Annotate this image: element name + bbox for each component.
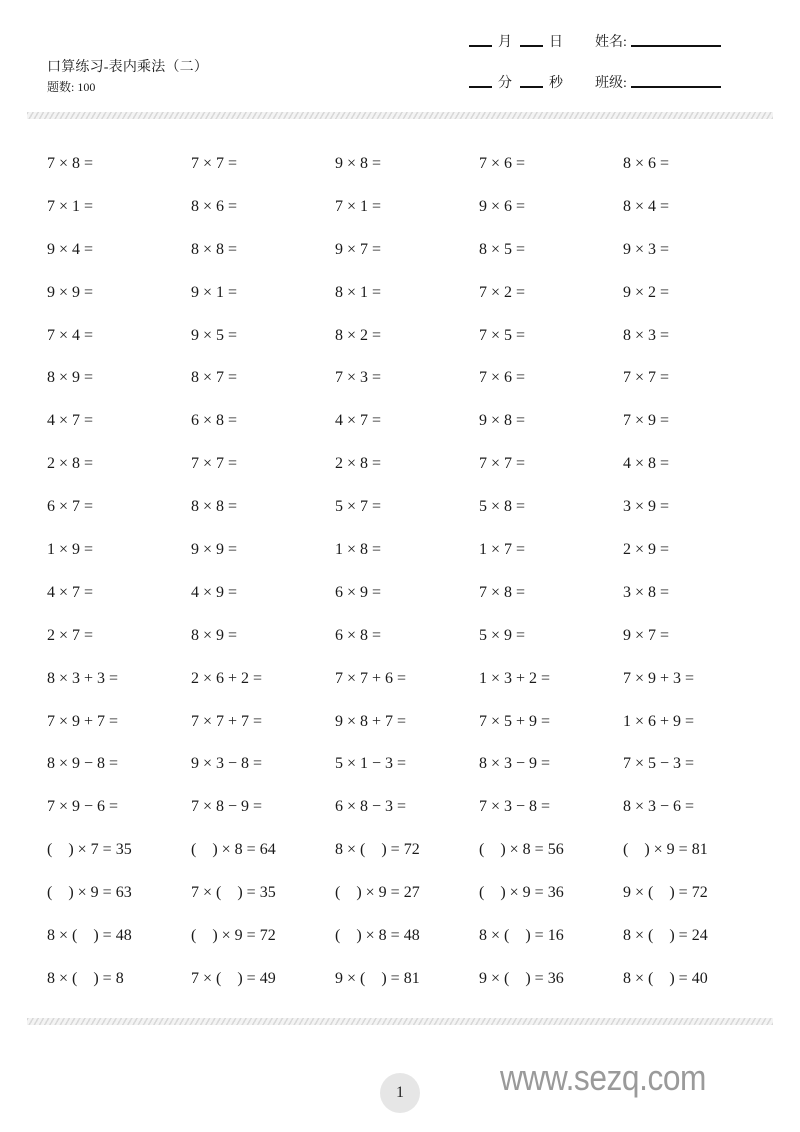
- problem-item: 7 × 7 =: [479, 455, 526, 473]
- problem-item: 7 × 7 =: [191, 155, 238, 172]
- problem-item: 1 × 9 =: [47, 541, 94, 559]
- problem-item: 7 × 6 =: [479, 369, 526, 387]
- problem-item: 9 × 8 =: [479, 412, 526, 430]
- problem-item: 7 × ( ) = 49: [191, 969, 276, 987]
- problem-item: 9 × ( ) = 36: [479, 969, 564, 987]
- problem-item: 8 × 3 =: [623, 326, 670, 344]
- problem-item: 9 × 7 =: [335, 240, 382, 258]
- problem-item: ( ) × 9 = 63: [47, 884, 132, 902]
- problem-item: 7 × 7 =: [191, 455, 238, 473]
- problem-item: 9 × 8 =: [335, 155, 382, 172]
- problem-item: 2 × 8 =: [47, 455, 94, 473]
- second-label: 秒: [549, 76, 563, 91]
- problem-item: ( ) × 7 = 35: [47, 841, 132, 859]
- problem-item: 9 × 9 =: [191, 541, 238, 559]
- problem-item: ( ) × 8 = 64: [191, 841, 276, 859]
- problem-item: 8 × 4 =: [623, 197, 670, 215]
- problem-item: 8 × ( ) = 72: [335, 841, 420, 859]
- problem-item: 7 × 5 − 3 =: [623, 755, 695, 773]
- time-class-row: [469, 72, 721, 92]
- problem-item: 8 × 9 =: [47, 369, 94, 387]
- problem-item: 9 × 1 =: [191, 283, 238, 301]
- bottom-hatch-divider: [27, 1018, 773, 1025]
- problem-item: 4 × 9 =: [191, 583, 238, 601]
- problem-item: 3 × 8 =: [623, 583, 670, 601]
- problem-item: ( ) × 9 = 27: [335, 884, 420, 902]
- problem-item: 4 × 8 =: [623, 455, 670, 473]
- question-count: 题数: 100: [47, 80, 96, 94]
- problem-item: 2 × 8 =: [335, 455, 382, 473]
- problem-item: 8 × ( ) = 40: [623, 969, 708, 987]
- problem-item: 5 × 9 =: [479, 626, 526, 644]
- name-label: 姓名:: [595, 35, 627, 50]
- problem-item: 6 × 8 =: [335, 626, 382, 644]
- day-blank[interactable]: [520, 45, 543, 47]
- problem-item: 9 × 6 =: [479, 197, 526, 215]
- problem-item: 7 × 9 =: [623, 412, 670, 430]
- month-label: 月: [498, 35, 512, 50]
- problem-item: 9 × 5 =: [191, 326, 238, 344]
- problem-item: 7 × 7 + 7 =: [191, 712, 263, 730]
- problem-item: 7 × 7 + 6 =: [335, 669, 407, 687]
- problem-item: 7 × 7 =: [623, 369, 670, 387]
- problem-item: 5 × 1 − 3 =: [335, 755, 407, 773]
- problem-item: 6 × 8 =: [191, 412, 238, 430]
- problem-item: 9 × 3 =: [623, 240, 670, 258]
- problem-item: 8 × 2 =: [335, 326, 382, 344]
- problem-item: 8 × 6 =: [191, 197, 238, 215]
- problem-item: ( ) × 9 = 36: [479, 884, 564, 902]
- minute-blank[interactable]: [469, 86, 492, 88]
- problem-item: 1 × 6 + 9 =: [623, 712, 695, 730]
- problem-item: 9 × ( ) = 72: [623, 884, 708, 902]
- top-hatch-divider: [27, 112, 773, 119]
- problem-item: 7 × ( ) = 35: [191, 884, 276, 902]
- problem-item: 2 × 7 =: [47, 626, 94, 644]
- problem-item: 8 × 8 =: [191, 498, 238, 516]
- problem-item: 7 × 9 + 3 =: [623, 669, 695, 687]
- problem-item: 6 × 7 =: [47, 498, 94, 516]
- problem-item: 7 × 4 =: [47, 326, 94, 344]
- problem-item: 2 × 6 + 2 =: [191, 669, 263, 687]
- problem-item: 4 × 7 =: [335, 412, 382, 430]
- problem-item: 4 × 7 =: [47, 583, 94, 601]
- problem-item: 8 × 9 − 8 =: [47, 755, 119, 773]
- problem-item: 9 × 9 =: [47, 283, 94, 301]
- class-blank[interactable]: [631, 86, 721, 88]
- problem-item: 1 × 7 =: [479, 541, 526, 559]
- problem-item: 9 × 8 + 7 =: [335, 712, 407, 730]
- problem-item: 8 × 3 − 9 =: [479, 755, 551, 773]
- problem-item: 1 × 8 =: [335, 541, 382, 559]
- problem-item: 7 × 8 =: [47, 155, 94, 172]
- problem-item: 7 × 1 =: [47, 197, 94, 215]
- problem-item: 8 × 3 + 3 =: [47, 669, 119, 687]
- problem-item: 9 × 4 =: [47, 240, 94, 258]
- problem-item: 5 × 7 =: [335, 498, 382, 516]
- problem-item: 7 × 5 + 9 =: [479, 712, 551, 730]
- problem-item: 4 × 7 =: [47, 412, 94, 430]
- watermark-text: www.sezq.com: [500, 1057, 706, 1098]
- class-label: 班级:: [595, 76, 627, 91]
- month-blank[interactable]: [469, 45, 492, 47]
- problem-item: 8 × 9 =: [191, 626, 238, 644]
- problem-item: 7 × 6 =: [479, 155, 526, 172]
- name-blank[interactable]: [631, 45, 721, 47]
- problem-item: 8 × 1 =: [335, 283, 382, 301]
- problem-item: 8 × 7 =: [191, 369, 238, 387]
- problem-item: 3 × 9 =: [623, 498, 670, 516]
- problem-item: 7 × 9 − 6 =: [47, 798, 119, 816]
- problem-item: 8 × 5 =: [479, 240, 526, 258]
- problem-item: 7 × 5 =: [479, 326, 526, 344]
- problem-item: ( ) × 8 = 48: [335, 927, 420, 945]
- problem-item: 8 × ( ) = 8: [47, 969, 124, 987]
- problem-item: 9 × 7 =: [623, 626, 670, 644]
- problem-item: 7 × 3 =: [335, 369, 382, 387]
- page-number-badge: [380, 1073, 420, 1113]
- problem-item: 6 × 8 − 3 =: [335, 798, 407, 816]
- page-number: 1: [396, 1084, 404, 1101]
- problem-item: ( ) × 8 = 56: [479, 841, 564, 859]
- problem-item: 7 × 8 − 9 =: [191, 798, 263, 816]
- problem-item: 8 × ( ) = 24: [623, 927, 708, 945]
- problem-grid: [47, 150, 767, 1008]
- second-blank[interactable]: [520, 86, 543, 88]
- problem-item: 9 × ( ) = 81: [335, 969, 420, 987]
- problem-item: 8 × ( ) = 16: [479, 927, 564, 945]
- problem-item: ( ) × 9 = 81: [623, 841, 708, 859]
- problem-item: 9 × 3 − 8 =: [191, 755, 263, 773]
- worksheet-title: 口算练习-表内乘法（二）: [47, 60, 209, 75]
- day-label: 日: [549, 35, 563, 50]
- problem-item: 8 × 3 − 6 =: [623, 798, 695, 816]
- problem-item: 7 × 8 =: [479, 583, 526, 601]
- problem-item: 8 × ( ) = 48: [47, 927, 132, 945]
- problem-item: 6 × 9 =: [335, 583, 382, 601]
- problem-item: 8 × 8 =: [191, 240, 238, 258]
- problem-item: ( ) × 9 = 72: [191, 927, 276, 945]
- problem-item: 7 × 1 =: [335, 197, 382, 215]
- minute-label: 分: [498, 76, 512, 91]
- problem-item: 1 × 3 + 2 =: [479, 669, 551, 687]
- date-name-row: [469, 31, 721, 51]
- problem-item: 9 × 2 =: [623, 283, 670, 301]
- problem-item: 7 × 3 − 8 =: [479, 798, 551, 816]
- problem-item: 2 × 9 =: [623, 541, 670, 559]
- problem-item: 7 × 2 =: [479, 283, 526, 301]
- problem-item: 5 × 8 =: [479, 498, 526, 516]
- problem-item: 8 × 6 =: [623, 155, 670, 172]
- problem-item: 7 × 9 + 7 =: [47, 712, 119, 730]
